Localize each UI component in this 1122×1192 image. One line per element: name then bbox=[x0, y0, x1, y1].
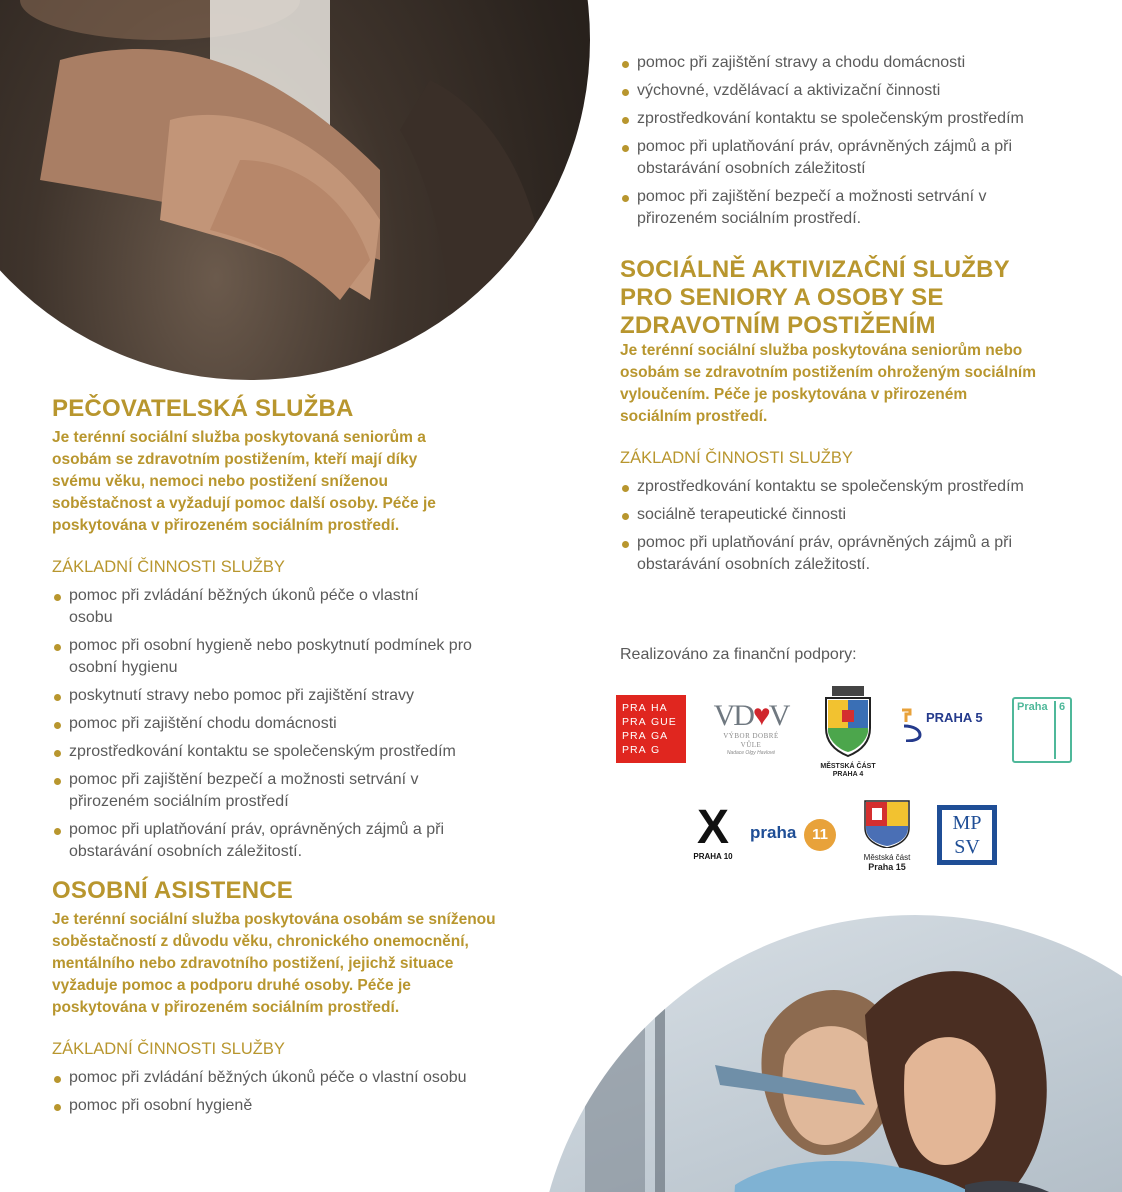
praha11-badge: 11 bbox=[804, 819, 836, 851]
heart-icon: ♥ bbox=[752, 699, 769, 732]
praha6-num: 6 bbox=[1054, 701, 1068, 759]
vdv-sub: Nadace Olgy Havlové bbox=[726, 750, 776, 756]
list-item: zprostředkování kontaktu se společenským prostředím bbox=[620, 108, 1070, 130]
mpsv-line2: SV bbox=[954, 836, 980, 858]
praha-logo-text: GA bbox=[651, 730, 669, 742]
photo-women-window bbox=[535, 915, 1122, 1192]
praha-city-logo bbox=[616, 695, 686, 763]
praha-logo-text: G bbox=[651, 744, 661, 756]
praha5-mark-icon bbox=[900, 708, 924, 742]
praha10-text: PRAHA 10 bbox=[693, 852, 733, 861]
aktivizacni-subtitle: ZÁKLADNÍ ČINNOSTI SLUŽBY bbox=[620, 449, 853, 467]
vdv-logo bbox=[712, 700, 790, 762]
aktivizacni-list bbox=[620, 476, 1070, 576]
pecovatelska-lead: Je terénní sociální služba poskytovaná seniorům a osobám se zdravotním postižením, kteří mají díky svému věku, nemoci nebo postižení sníženou soběstačnost a vyžadují pomoc další osoby. Péče je poskytována v přirozeném sociálním prostředí. bbox=[52, 429, 436, 534]
pecovatelska-list bbox=[52, 585, 507, 863]
women-illustration bbox=[535, 915, 1122, 1192]
pecovatelska-subtitle: ZÁKLADNÍ ČINNOSTI SLUŽBY bbox=[52, 558, 285, 576]
vdv-mark-left: VD bbox=[713, 699, 753, 732]
list-item: výchovné, vzdělávací a aktivizační činnosti bbox=[620, 80, 1070, 102]
praha-logo-text: GUE bbox=[651, 716, 677, 728]
list-item: pomoc při zajištění bezpečí a možnosti setrvání v přirozeném sociálním prostředí. bbox=[620, 186, 1030, 230]
list-item: pomoc při uplatňování práv, oprávněných zájmů a při obstarávání osobních záležitostí. bbox=[620, 532, 1030, 576]
vdv-name: VÝBOR DOBRÉ VŮLE bbox=[723, 732, 779, 749]
praha-logo-text: HA bbox=[651, 702, 668, 714]
praha5-logo bbox=[900, 708, 1000, 742]
praha-logo-text: PRA bbox=[622, 730, 647, 742]
hands-illustration bbox=[0, 0, 590, 380]
list-item: pomoc při zajištění bezpečí a možnosti setrvání v přirozeném sociálním prostředí bbox=[52, 769, 462, 813]
praha4-line1: MĚSTSKÁ ČÁST bbox=[820, 763, 876, 770]
funding-label: Realizováno za finanční podpory: bbox=[620, 646, 857, 663]
pecovatelska-title: PEČOVATELSKÁ SLUŽBA bbox=[52, 395, 354, 422]
list-item: pomoc při zajištění stravy a chodu domácnosti bbox=[620, 52, 1070, 74]
photo-elderly-hands bbox=[0, 0, 590, 380]
list-item: pomoc při zvládání běžných úkonů péče o vlastní osobu bbox=[52, 585, 462, 629]
aktivizacni-lead: Je terénní sociální služba poskytována seniorům nebo osobám se zdravotním postižením ohroženým sociálním vyloučením. Péče je poskytována v přirozeném sociálním prostředí. bbox=[620, 342, 1037, 425]
praha6-logo bbox=[1012, 697, 1072, 763]
left-column bbox=[52, 395, 532, 1123]
list-item: pomoc při zvládání běžných úkonů péče o vlastní osobu bbox=[52, 1067, 532, 1089]
praha11-logo bbox=[748, 815, 838, 855]
praha4-line2: PRAHA 4 bbox=[832, 771, 864, 778]
praha10-mark: X bbox=[696, 801, 729, 854]
praha15-coat-of-arms-icon bbox=[862, 798, 912, 848]
list-item: pomoc při uplatňování práv, oprávněných zájmů a při obstarávání osobních záležitostí. bbox=[52, 819, 462, 863]
praha4-coat-of-arms-icon bbox=[818, 684, 878, 758]
asistence-subtitle: ZÁKLADNÍ ČINNOSTI SLUŽBY bbox=[52, 1040, 285, 1058]
aktivizacni-title: SOCIÁLNĚ AKTIVIZAČNÍ SLUŽBY PRO SENIORY A OSOBY SE ZDRAVOTNÍM POSTIŽENÍM bbox=[620, 256, 1010, 339]
vdv-mark-right: V bbox=[768, 699, 789, 732]
praha15-line1: Městská část bbox=[863, 853, 911, 862]
list-item: pomoc při osobní hygieně nebo poskytnutí podmínek pro osobní hygienu bbox=[52, 635, 507, 679]
list-item: pomoc při uplatňování práv, oprávněných zájmů a při obstarávání osobních záležitostí bbox=[620, 136, 1030, 180]
mpsv-line1: MP bbox=[952, 812, 982, 834]
asistence-title: OSOBNÍ ASISTENCE bbox=[52, 877, 294, 904]
continued-list bbox=[620, 52, 1070, 230]
praha-logo-text: PRA bbox=[622, 716, 647, 728]
list-item: pomoc při osobní hygieně bbox=[52, 1095, 532, 1117]
list-item: zprostředkování kontaktu se společenským prostředím bbox=[52, 741, 507, 763]
asistence-lead: Je terénní sociální služba poskytována osobám se sníženou soběstačností z důvodu věku, chronického onemocnění, mentálního nebo zdravotního postižení, jejichž situace vyžaduje pomoc a podporu druhé osoby. Péče je poskytována v přirozeném sociálním prostředí. bbox=[52, 911, 496, 1016]
praha6-text: Praha bbox=[1017, 701, 1048, 713]
praha5-text: PRAHA 5 bbox=[926, 710, 983, 725]
mpsv-inner bbox=[941, 809, 993, 861]
praha15-logo bbox=[858, 798, 916, 874]
praha11-text: praha bbox=[750, 823, 797, 842]
list-item: pomoc při zajištění chodu domácnosti bbox=[52, 713, 507, 735]
praha15-line2: Praha 15 bbox=[868, 862, 906, 872]
right-column bbox=[620, 52, 1090, 582]
list-item: sociálně terapeutické činnosti bbox=[620, 504, 1070, 526]
asistence-list bbox=[52, 1067, 532, 1117]
praha-logo-text: PRA bbox=[622, 744, 647, 756]
list-item: poskytnutí stravy nebo pomoc při zajištění stravy bbox=[52, 685, 507, 707]
praha-logo-text: PRA bbox=[622, 702, 647, 714]
vdv-mark bbox=[712, 700, 790, 732]
mpsv-logo bbox=[937, 805, 997, 865]
praha4-logo bbox=[816, 684, 880, 780]
praha10-logo bbox=[685, 801, 741, 870]
list-item: zprostředkování kontaktu se společenským prostředím bbox=[620, 476, 1070, 498]
